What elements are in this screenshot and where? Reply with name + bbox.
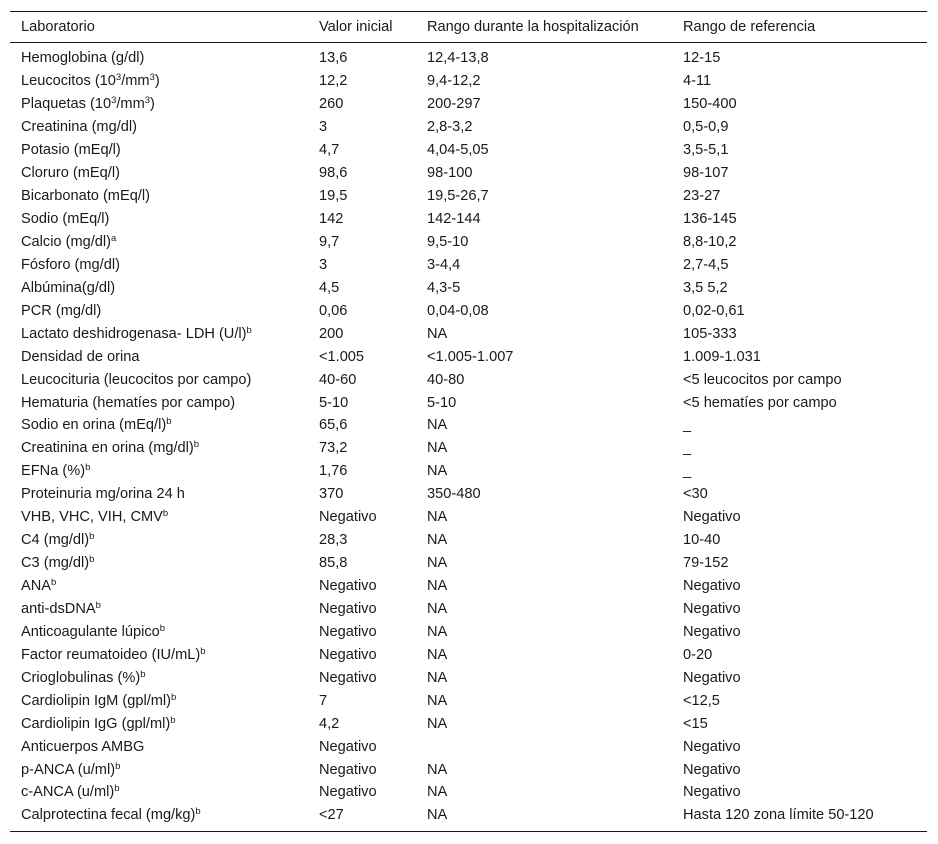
cell-rango-referencia: 2,7-4,5 [683,256,729,273]
cell-valor-inicial: 4,5 [319,279,340,296]
table-row [10,437,927,460]
cell-laboratorio [10,414,308,437]
cell-laboratorio [10,299,308,322]
cell-valor-inicial: 4,7 [319,142,340,159]
footnote-marker: a [111,232,117,244]
lab-name-text: Plaquetas (10 [21,96,112,113]
cell-rango-referencia: 3,5-5,1 [683,142,729,159]
cell-valor-inicial: 19,5 [319,188,348,205]
cell-rango-referencia: Negativo [683,784,741,801]
cell-rango-referencia: _ [683,463,692,480]
cell-laboratorio [10,391,308,414]
lab-results-table [10,11,927,832]
cell-laboratorio [10,735,308,758]
cell-valor-inicial: 0,06 [319,302,348,319]
lab-name-text: Fósforo (mg/dl) [21,256,120,273]
lab-name-text: Sodio en orina (mEq/l) [21,417,167,434]
cell-rango-hospitalizacion: NA [427,325,448,342]
cell-laboratorio [10,598,308,621]
table-row [10,804,927,831]
cell-valor-inicial: <1.005 [319,348,365,365]
table-row [10,643,927,666]
cell-valor-inicial: Negativo [319,646,377,663]
cell-rango-hospitalizacion: NA [427,509,448,526]
cell-laboratorio [10,208,308,231]
footnote-marker: b [171,691,177,703]
table-row [10,414,927,437]
cell-rango-hospitalizacion: 5-10 [427,394,457,411]
cell-rango-hospitalizacion: 9,4-12,2 [427,73,481,90]
footnote-marker: b [89,554,95,566]
footnote-marker: b [246,324,252,336]
cell-rango-referencia: 0,02-0,61 [683,302,745,319]
cell-rango-referencia: Negativo [683,738,741,755]
table-row [10,322,927,345]
lab-name-text: Anticoagulante lúpico [21,623,160,640]
cell-valor-inicial: 3 [319,119,328,136]
cell-laboratorio [10,139,308,162]
cell-valor-inicial: 1,76 [319,463,348,480]
table-row [10,70,927,93]
cell-rango-hospitalizacion: 0,04-0,08 [427,302,489,319]
table-row [10,620,927,643]
lab-name-text: c-ANCA (u/ml) [21,784,115,801]
lab-name-text: Hemoglobina (g/dl) [21,50,145,67]
cell-rango-hospitalizacion: <1.005-1.007 [427,348,514,365]
lab-name-text: Creatinina (mg/dl) [21,119,137,136]
cell-rango-hospitalizacion: 4,3-5 [427,279,461,296]
footnote-marker: 3 [144,95,151,107]
cell-rango-referencia: Negativo [683,509,741,526]
table-row [10,552,927,575]
table-row [10,253,927,276]
table-row [10,391,927,414]
cell-rango-hospitalizacion: 4,04-5,05 [427,142,489,159]
table-row [10,689,927,712]
lab-name-text: Sodio (mEq/l) [21,211,110,228]
cell-rango-hospitalizacion: 19,5-26,7 [427,188,489,205]
lab-name-text: EFNa (%) [21,463,86,480]
table-row [10,185,927,208]
cell-rango-hospitalizacion: 350-480 [427,486,481,503]
cell-rango-hospitalizacion: 142-144 [427,211,481,228]
lab-name-text: Leucocitos (10 [21,73,116,90]
table-row [10,162,927,185]
cell-rango-referencia: <5 leucocitos por campo [683,371,842,388]
footnote-marker: b [114,783,120,795]
cell-laboratorio [10,185,308,208]
table-row [10,666,927,689]
cell-valor-inicial: 9,7 [319,233,340,250]
footnote-marker: b [89,531,95,543]
cell-valor-inicial: Negativo [319,738,377,755]
cell-valor-inicial: Negativo [319,623,377,640]
table-row [10,575,927,598]
cell-laboratorio [10,253,308,276]
cell-rango-referencia: 12-15 [683,50,721,67]
cell-valor-inicial: 40-60 [319,371,357,388]
cell-rango-referencia: 10-40 [683,532,721,549]
cell-valor-inicial: 7 [319,692,328,709]
cell-rango-hospitalizacion: NA [427,555,448,572]
cell-rango-referencia: 98-107 [683,165,729,182]
cell-rango-referencia: 136-145 [683,211,737,228]
cell-laboratorio [10,666,308,689]
lab-name-text: Lactato deshidrogenasa- LDH (U/l) [21,325,247,342]
footnote-marker: b [159,622,166,634]
cell-rango-hospitalizacion: 2,8-3,2 [427,119,473,136]
table-row [10,299,927,322]
cell-laboratorio [10,93,308,116]
cell-rango-referencia: 8,8-10,2 [683,233,737,250]
footnote-marker: b [51,577,57,589]
lab-name-text: ) [150,96,155,113]
cell-rango-hospitalizacion: NA [427,715,448,732]
cell-rango-hospitalizacion: NA [427,761,448,778]
footnote-marker: 3 [115,72,122,84]
footnote-marker: b [95,599,101,611]
lab-name-text: Creatinina en orina (mg/dl) [21,440,194,457]
cell-valor-inicial: 12,2 [319,73,348,90]
table-row [10,598,927,621]
cell-valor-inicial: 65,6 [319,417,348,434]
cell-rango-referencia: 150-400 [683,96,737,113]
cell-rango-hospitalizacion: NA [427,600,448,617]
cell-laboratorio [10,368,308,391]
cell-rango-hospitalizacion: NA [427,784,448,801]
lab-name-text: C4 (mg/dl) [21,532,90,549]
lab-name-text: p-ANCA (u/ml) [21,761,116,778]
cell-laboratorio [10,758,308,781]
cell-rango-referencia: 3,5 5,2 [683,279,728,296]
footnote-marker: b [140,668,146,680]
cell-rango-hospitalizacion: NA [427,623,448,640]
header-row [10,12,927,43]
cell-rango-referencia: 23-27 [683,188,721,205]
cell-laboratorio [10,575,308,598]
cell-valor-inicial: 4,2 [319,715,340,732]
table-row [10,116,927,139]
table-row [10,139,927,162]
cell-rango-hospitalizacion: 9,5-10 [427,233,469,250]
cell-valor-inicial: 98,6 [319,165,348,182]
table-row [10,231,927,254]
cell-rango-referencia: Negativo [683,600,741,617]
cell-rango-referencia: 0,5-0,9 [683,119,729,136]
table-row [10,735,927,758]
footnote-marker: b [115,760,121,772]
table-row [10,208,927,231]
cell-rango-referencia: _ [683,417,692,434]
header-valor-inicial: Valor inicial [308,12,416,43]
cell-laboratorio [10,689,308,712]
table-row [10,483,927,506]
cell-valor-inicial: 370 [319,486,344,503]
cell-laboratorio [10,483,308,506]
cell-rango-hospitalizacion: 200-297 [427,96,481,113]
cell-laboratorio [10,70,308,93]
footnote-marker: b [193,439,200,451]
cell-rango-hospitalizacion: 3-4,4 [427,256,461,273]
cell-rango-referencia: Hasta 120 zona límite 50-120 [683,807,874,824]
cell-rango-hospitalizacion: 98-100 [427,165,473,182]
cell-laboratorio [10,712,308,735]
cell-rango-referencia: Negativo [683,761,741,778]
cell-valor-inicial: 73,2 [319,440,348,457]
cell-rango-referencia: _ [683,440,692,457]
cell-valor-inicial: 5-10 [319,394,349,411]
lab-name-text: C3 (mg/dl) [21,555,90,572]
cell-rango-referencia: <30 [683,486,708,503]
table-row [10,758,927,781]
table-header [10,12,927,43]
cell-rango-hospitalizacion: NA [427,578,448,595]
cell-rango-hospitalizacion: 40-80 [427,371,465,388]
cell-valor-inicial: Negativo [319,761,377,778]
lab-name-text: Albúmina(g/dl) [21,279,116,296]
cell-rango-hospitalizacion: NA [427,532,448,549]
cell-valor-inicial: Negativo [319,509,377,526]
lab-results-table-container [10,11,927,832]
cell-valor-inicial: 142 [319,211,344,228]
cell-laboratorio [10,643,308,666]
cell-rango-referencia: 4-11 [683,73,712,90]
cell-valor-inicial: 260 [319,96,344,113]
cell-rango-referencia: 0-20 [683,646,713,663]
lab-name-text: Bicarbonato (mEq/l) [21,188,150,205]
footnote-marker: 3 [149,72,155,84]
cell-laboratorio [10,116,308,139]
table-row [10,43,927,70]
cell-rango-referencia: 1.009-1.031 [683,348,761,365]
cell-rango-referencia: Negativo [683,623,741,640]
lab-name-text: ANA [21,578,52,595]
cell-rango-hospitalizacion: NA [427,417,448,434]
cell-valor-inicial: Negativo [319,784,377,801]
footnote-marker: b [166,416,172,428]
lab-name-text: Leucocituria (leucocitos por campo) [21,371,252,388]
cell-rango-referencia: <15 [683,715,708,732]
cell-laboratorio [10,276,308,299]
cell-laboratorio [10,460,308,483]
table-row [10,506,927,529]
footnote-marker: b [195,806,201,818]
lab-name-text: Cloruro (mEq/l) [21,165,120,182]
table-row [10,93,927,116]
lab-name-text: Densidad de orina [21,348,140,365]
cell-laboratorio [10,552,308,575]
lab-name-text: anti-dsDNA [21,600,96,617]
cell-rango-referencia: <5 hematíes por campo [683,394,837,411]
cell-rango-hospitalizacion [416,735,672,758]
cell-valor-inicial: 85,8 [319,555,348,572]
lab-name-text: PCR (mg/dl) [21,302,102,319]
lab-name-text: ) [154,73,160,90]
table-row [10,368,927,391]
cell-valor-inicial: 200 [319,325,344,342]
lab-name-text: /mm [121,73,150,90]
lab-name-text: Proteinuria mg/orina 24 h [21,486,185,503]
cell-rango-hospitalizacion: NA [427,807,448,824]
footnote-marker: b [200,645,206,657]
table-row [10,345,927,368]
cell-valor-inicial: 3 [319,256,328,273]
cell-rango-referencia: 79-152 [683,555,729,572]
cell-rango-hospitalizacion: NA [427,440,448,457]
cell-laboratorio [10,529,308,552]
cell-rango-referencia: Negativo [683,669,741,686]
table-row [10,529,927,552]
cell-laboratorio [10,345,308,368]
cell-valor-inicial: 28,3 [319,532,348,549]
cell-rango-hospitalizacion: NA [427,463,448,480]
cell-laboratorio [10,322,308,345]
cell-rango-referencia: Negativo [683,578,741,595]
table-body [10,43,927,832]
cell-valor-inicial: <27 [319,807,344,824]
cell-rango-hospitalizacion: NA [427,692,448,709]
cell-rango-referencia: <12,5 [683,692,720,709]
cell-rango-hospitalizacion: NA [427,669,448,686]
lab-name-text: Crioglobulinas (%) [21,669,141,686]
cell-laboratorio [10,437,308,460]
table-row [10,712,927,735]
header-rango-referencia: Rango de referencia [672,12,927,43]
cell-valor-inicial: Negativo [319,669,377,686]
cell-rango-hospitalizacion: NA [427,646,448,663]
cell-laboratorio [10,231,308,254]
cell-laboratorio [10,43,308,70]
cell-rango-referencia: 105-333 [683,325,737,342]
lab-name-text: VHB, VHC, VIH, CMV [21,509,163,526]
lab-name-text: Calcio (mg/dl) [21,233,112,250]
footnote-marker: b [170,714,176,726]
cell-laboratorio [10,506,308,529]
lab-name-text: Calprotectina fecal (mg/kg) [21,807,196,824]
cell-valor-inicial: 13,6 [319,50,348,67]
lab-name-text: Anticuerpos AMBG [21,738,145,755]
table-row [10,460,927,483]
header-laboratorio: Laboratorio [10,12,308,43]
footnote-marker: b [162,508,169,520]
lab-name-text: Cardiolipin IgG (gpl/ml) [21,715,171,732]
lab-name-text: Factor reumatoideo (IU/mL) [21,646,201,663]
header-rango-hospitalizacion: Rango durante la hospitalización [416,12,672,43]
cell-laboratorio [10,620,308,643]
table-row [10,781,927,804]
cell-rango-hospitalizacion: 12,4-13,8 [427,50,489,67]
cell-laboratorio [10,162,308,185]
cell-laboratorio [10,781,308,804]
footnote-marker: 3 [111,95,117,107]
lab-name-text: Hematuria (hematíes por campo) [21,394,236,411]
lab-name-text: Cardiolipin IgM (gpl/ml) [21,692,172,709]
table-row [10,276,927,299]
lab-name-text: /mm [116,96,145,113]
footnote-marker: b [85,462,91,474]
cell-valor-inicial: Negativo [319,578,377,595]
cell-laboratorio [10,804,308,831]
lab-name-text: Potasio (mEq/l) [21,142,121,159]
cell-valor-inicial: Negativo [319,600,377,617]
